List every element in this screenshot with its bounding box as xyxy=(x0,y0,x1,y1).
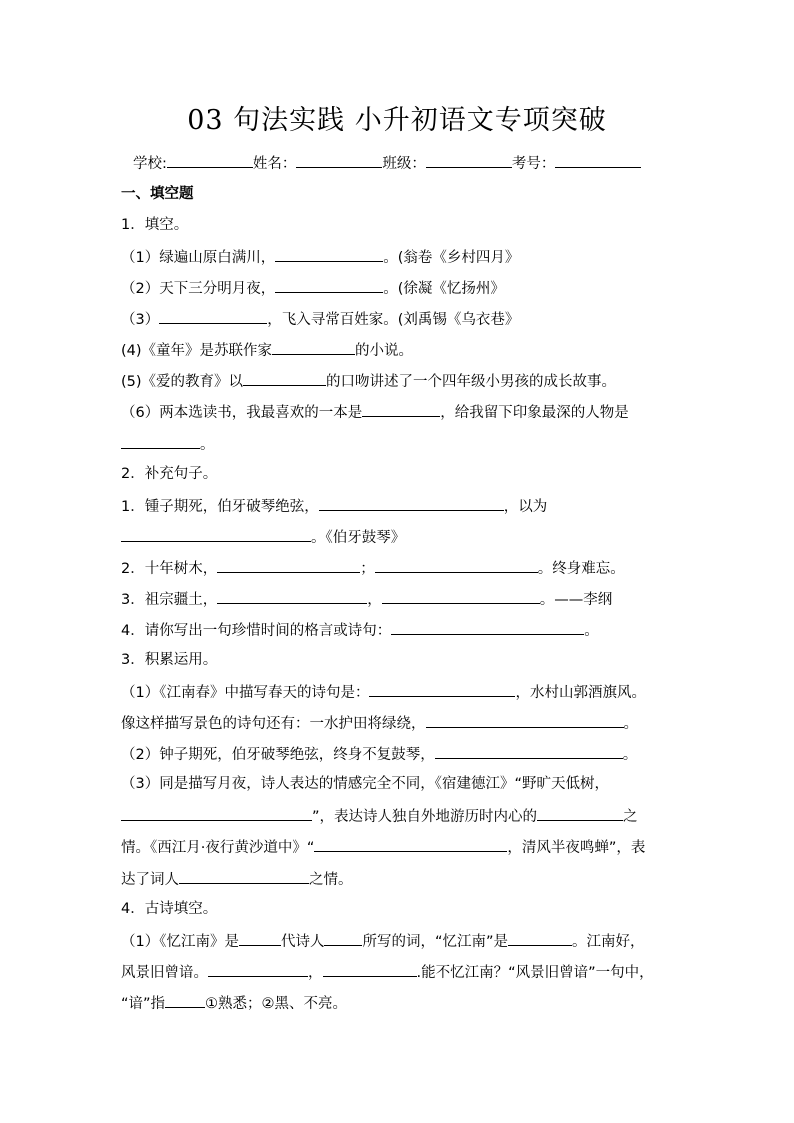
answer-blank[interactable] xyxy=(165,992,205,1008)
q2-line-3-sep: ； xyxy=(360,561,375,577)
answer-blank[interactable] xyxy=(275,277,383,293)
answer-blank[interactable] xyxy=(537,805,623,821)
q2-line-5-end: 。 xyxy=(584,623,599,639)
answer-blank[interactable] xyxy=(243,370,326,386)
answer-blank[interactable] xyxy=(275,246,383,262)
q1-line-6 xyxy=(121,401,629,423)
name-label: 姓名： xyxy=(252,156,297,172)
q2-line-4-sep: ， xyxy=(367,592,382,608)
q1-line-2-text: （2）天下三分明月夜， xyxy=(121,281,276,297)
answer-blank[interactable] xyxy=(382,588,540,604)
answer-blank[interactable] xyxy=(319,495,504,511)
q1-line-6-text: （6）两本选读书，我最喜欢的一本是 xyxy=(121,405,363,421)
name-blank[interactable] xyxy=(296,152,382,168)
q2-line-3 xyxy=(121,557,625,579)
q3-line-5 xyxy=(121,805,638,827)
answer-blank[interactable] xyxy=(121,526,311,542)
q2-line-1 xyxy=(121,495,547,517)
q1-line-3-text: ，飞入寻常百姓家。(刘禹锡《乌衣巷》 xyxy=(267,312,520,328)
page-title: 03 句法实践 小升初语文专项突破 xyxy=(187,105,607,136)
q1-line-5-text: (5)《爱的教育》以 xyxy=(121,374,244,390)
class-blank[interactable] xyxy=(426,152,512,168)
q1-heading: 1．填空。 xyxy=(121,217,189,233)
answer-blank[interactable] xyxy=(426,712,624,728)
q2-line-1-text: 1．锺子期死，伯牙破琴绝弦， xyxy=(121,499,319,515)
q3-line-4: （3）同是描写月夜，诗人表达的情感完全不同，《宿建德江》“野旷天低树， xyxy=(121,776,609,792)
answer-blank[interactable] xyxy=(179,868,309,884)
q4-line-1-mid: 代诗人 xyxy=(280,934,325,950)
q1-line-1-text: （1）绿遍山原白满川， xyxy=(121,250,276,266)
section-heading: 一、填空题 xyxy=(121,186,194,202)
q2-line-2-source: 。《伯牙鼓琴》 xyxy=(311,530,406,546)
answer-blank[interactable] xyxy=(239,930,281,946)
q3-line-3-end: 。 xyxy=(622,747,638,763)
q3-line-1 xyxy=(121,681,646,703)
answer-blank[interactable] xyxy=(121,433,200,449)
q3-line-2-end: 。 xyxy=(623,716,638,732)
school-label: 学校: xyxy=(133,156,167,172)
q2-line-3-end: 。终身难忘。 xyxy=(537,561,625,577)
q1-line-1-source: 。(翁卷《乡村四月》 xyxy=(383,250,520,266)
q1-line-7-end: 。 xyxy=(200,437,215,453)
q1-line-2 xyxy=(121,277,505,299)
q1-line-6-end: ，给我留下印象最深的人物是 xyxy=(440,405,629,421)
q3-line-1-end: ，水村山郭酒旗风。 xyxy=(515,685,646,701)
answer-blank[interactable] xyxy=(324,930,362,946)
q4-line-2-text: 风景旧曾谙。 xyxy=(121,965,208,981)
q3-line-3 xyxy=(121,743,637,765)
q2-line-5 xyxy=(121,619,599,641)
q2-line-4-text: 3．祖宗疆土， xyxy=(121,592,218,608)
q3-line-5-text: ”，表达诗人独自外地游历时内心的 xyxy=(312,809,538,825)
q3-line-7-end: 之情。 xyxy=(309,872,353,888)
answer-blank[interactable] xyxy=(272,339,355,355)
q1-line-7 xyxy=(121,433,215,455)
q1-line-5-end: 的口吻讲述了一个四年级小男孩的成长故事。 xyxy=(326,374,617,390)
q4-line-1-mid2: 所写的词，“忆江南”是 xyxy=(362,934,509,950)
q4-line-3 xyxy=(121,992,347,1014)
q3-line-6-text: 情。《西江月·夜行黄沙道中》“ xyxy=(121,840,315,856)
q2-heading: 2．补充句子。 xyxy=(121,466,218,482)
q3-line-6-end: ，清风半夜鸣蝉”，表 xyxy=(507,840,646,856)
q3-line-7-text: 达了词人 xyxy=(121,872,179,888)
q4-line-2-end: .能不忆江南？“风景旧曾谙”一句中， xyxy=(416,965,654,981)
q3-line-7 xyxy=(121,868,353,890)
answer-blank[interactable] xyxy=(369,681,515,697)
q1-line-4-end: 的小说。 xyxy=(355,343,414,359)
answer-blank[interactable] xyxy=(159,308,267,324)
answer-blank[interactable] xyxy=(208,961,308,977)
q4-line-2-sep: ， xyxy=(308,965,323,981)
q3-heading: 3．积累运用。 xyxy=(121,652,218,668)
q4-line-1-end: 。江南好， xyxy=(572,934,645,950)
q4-line-3-text: “谙”指 xyxy=(121,996,166,1012)
student-info-row xyxy=(133,152,641,174)
q1-line-5 xyxy=(121,370,616,392)
q3-line-5-end: 之 xyxy=(623,809,638,825)
q1-line-2-source: 。(徐凝《忆扬州》 xyxy=(383,281,505,297)
answer-blank[interactable] xyxy=(362,401,440,417)
q4-heading: 4．古诗填空。 xyxy=(121,901,218,917)
answer-blank[interactable] xyxy=(323,961,417,977)
q2-line-3-text: 2．十年树木， xyxy=(121,561,218,577)
q4-line-1-text: （1）《忆江南》是 xyxy=(121,934,239,950)
answer-blank[interactable] xyxy=(391,619,584,635)
number-blank[interactable] xyxy=(555,152,641,168)
answer-blank[interactable] xyxy=(375,557,538,573)
answer-blank[interactable] xyxy=(217,557,360,573)
answer-blank[interactable] xyxy=(217,588,367,604)
school-blank[interactable] xyxy=(167,152,253,168)
q2-line-4 xyxy=(121,588,612,610)
q3-line-3-text: （2）钟子期死，伯牙破琴绝弦，终身不复鼓琴， xyxy=(121,747,435,763)
q2-line-4-end: 。——李纲 xyxy=(539,592,613,608)
q1-line-3-num: （3） xyxy=(121,312,160,328)
q4-line-1 xyxy=(121,930,645,952)
q4-line-3-options: ①熟悉；②黑、不亮。 xyxy=(205,996,348,1012)
answer-blank[interactable] xyxy=(508,930,572,946)
q1-line-1 xyxy=(121,246,519,268)
q2-line-2 xyxy=(121,526,405,548)
q1-line-4-text: (4)《童年》是苏联作家 xyxy=(121,343,273,359)
q2-line-5-text: 4．请你写出一句珍惜时间的格言或诗句： xyxy=(121,623,392,639)
q3-line-2 xyxy=(121,712,638,734)
answer-blank[interactable] xyxy=(435,743,623,759)
number-label: 考号： xyxy=(511,156,556,172)
answer-blank[interactable] xyxy=(314,836,507,852)
q1-line-3 xyxy=(121,308,519,330)
q4-line-2 xyxy=(121,961,654,983)
class-label: 班级： xyxy=(382,156,426,172)
q1-line-4 xyxy=(121,339,413,361)
answer-blank[interactable] xyxy=(121,805,312,821)
q2-line-1-end: ，以为 xyxy=(503,499,548,515)
q3-line-1-text: （1）《江南春》中描写春天的诗句是： xyxy=(121,685,370,701)
q3-line-2-text: 像这样描写景色的诗句还有：一水护田将绿绕， xyxy=(121,716,426,732)
q3-line-6 xyxy=(121,836,645,858)
